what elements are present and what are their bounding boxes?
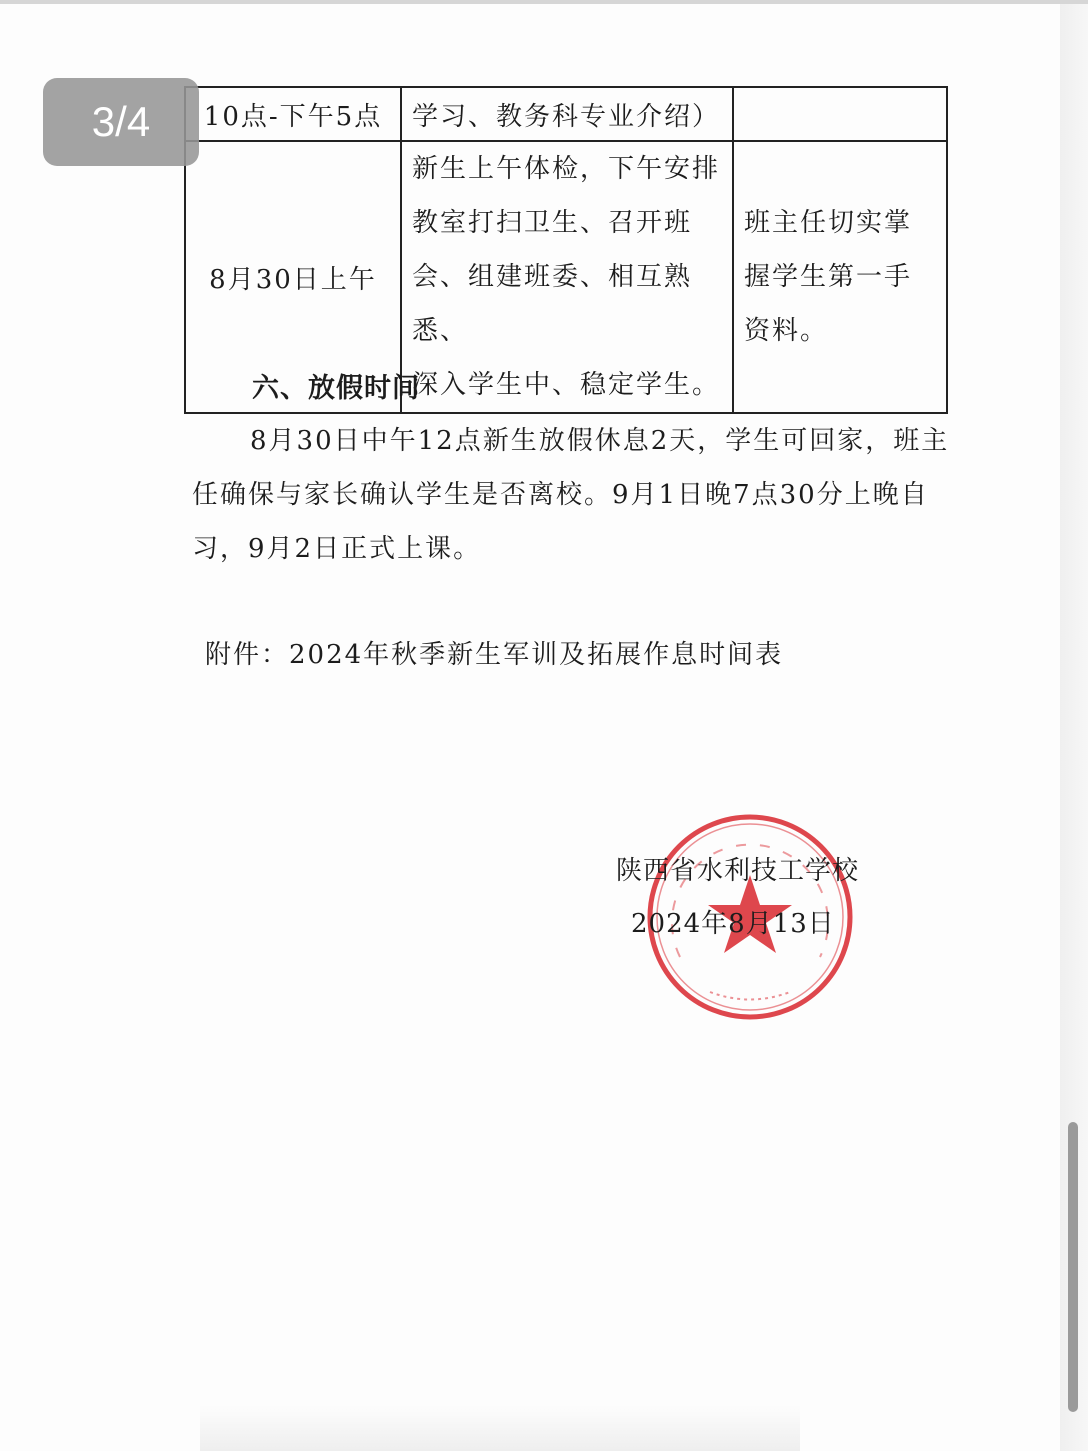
note-line: 握学生第一手 [744,262,913,292]
scrollbar-thumb[interactable] [1068,1122,1078,1412]
attachment-line: 附件：2024年秋季新生军训及拓展作息时间表 [205,640,784,670]
activity-line: 教室打扫卫生、召开班 [412,208,693,238]
activity-line: 会、组建班委、相互熟悉、 [412,262,693,346]
page-bottom-shadow [200,1405,800,1451]
time-cell: 8月30日上午 [185,141,401,413]
note-line: 资料。 [744,316,829,346]
schedule-table [184,86,948,414]
section-heading: 六、放假时间 [252,373,420,404]
signature-date: 2024年8月13日 [631,909,835,939]
activity-line: 深入学生中、稳定学生。 [412,370,721,400]
activity-cell [401,87,733,141]
table-row [185,87,947,141]
signature-organization: 陕西省水利技工学校 [616,856,860,886]
note-cell [733,87,947,141]
note-cell [733,141,947,413]
activity-line: 学习、教务科专业介绍） [412,101,721,132]
note-line: 班主任切实掌 [744,208,913,238]
activity-line: 新生上午体检，下午安排 [412,154,721,184]
activity-cell [401,141,733,413]
page-indicator: 3/4 [43,78,199,166]
time-cell: 10点-下午5点 [185,87,401,141]
section-paragraph: 8月30日中午12点新生放假休息2天，学生可回家，班主任确保与家长确认学生是否离校。9月1日晚7点30分上晚自习，9月2日正式上课。 [192,426,950,564]
